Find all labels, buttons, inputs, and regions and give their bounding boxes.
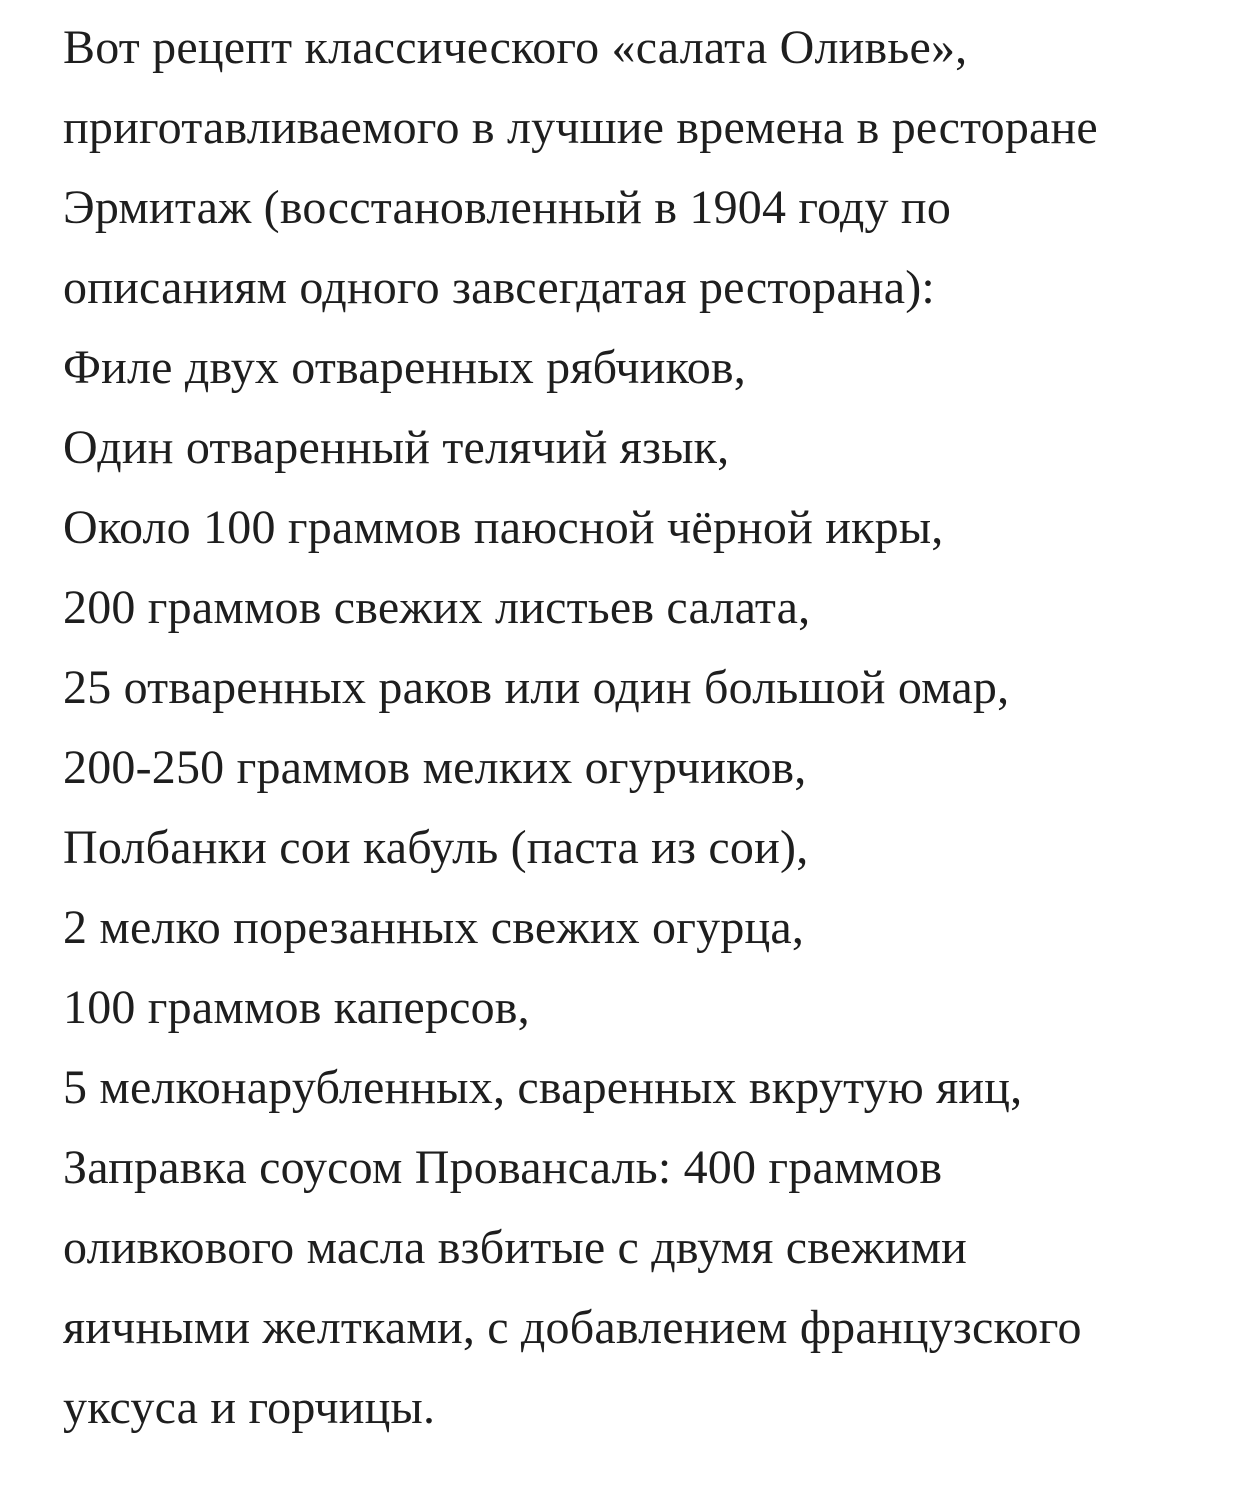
text-line: 2 мелко порезанных свежих огурца,	[63, 901, 805, 954]
text-line: Полбанки сои кабуль (паста из сои),	[63, 821, 809, 874]
text-line: Эрмитаж (восстановленный в 1904 году по	[63, 181, 952, 234]
text-line: яичными желтками, с добавлением французского	[63, 1301, 1082, 1354]
text-line: Заправка соусом Провансаль: 400 граммов	[63, 1141, 943, 1194]
text-line: Филе двух отваренных рябчиков,	[63, 341, 746, 394]
recipe-text-block	[63, 8, 1212, 1448]
text-line: 5 мелконарубленных, сваренных вкрутую яиц,	[63, 1061, 1023, 1114]
text-line: Вот рецепт классического «салата Оливье»,	[63, 21, 968, 74]
text-line: приготавливаемого в лучшие времена в ресторане	[63, 101, 1098, 154]
text-line: оливкового масла взбитые с двумя свежими	[63, 1221, 968, 1274]
text-line: уксуса и горчицы.	[63, 1381, 436, 1434]
text-line: 100 граммов каперсов,	[63, 981, 530, 1034]
text-line: 200 граммов свежих листьев салата,	[63, 581, 811, 634]
text-line: Около 100 граммов паюсной чёрной икры,	[63, 501, 944, 554]
text-line: Один отваренный телячий язык,	[63, 421, 730, 474]
text-line: описаниям одного завсегдатая ресторана):	[63, 261, 935, 314]
text-line: 25 отваренных раков или один большой омар,	[63, 661, 1010, 714]
text-line: 200-250 граммов мелких огурчиков,	[63, 741, 807, 794]
